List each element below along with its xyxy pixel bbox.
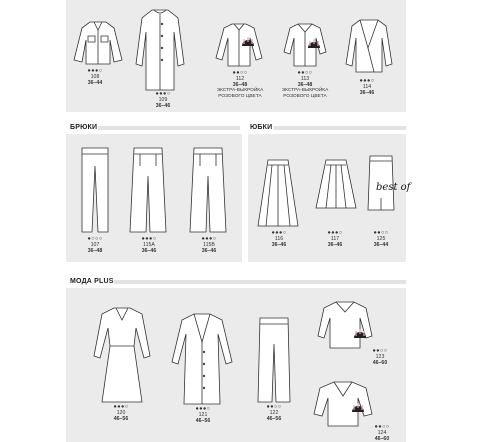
pattern-number: 122 (269, 410, 279, 416)
item-115a-label (134, 236, 164, 254)
skirt-117-drawing (314, 158, 358, 210)
size-range: 36–46 (155, 103, 171, 109)
skirt-116-drawing (256, 158, 300, 228)
pattern-number: 117 (330, 236, 340, 242)
blouse-112-drawing (214, 22, 264, 68)
difficulty-dots: ●●●○ (201, 236, 217, 242)
item-120-label (106, 404, 136, 422)
item-116-label (264, 230, 294, 248)
difficulty-dots: ●●●○ (359, 78, 375, 84)
blazer-114-drawing (344, 18, 394, 74)
pants-115a-drawing (128, 146, 168, 234)
best-of-badge: best of (376, 182, 411, 193)
difficulty-dots: ●○○○ (87, 236, 103, 242)
size-range: 36–44 (87, 80, 103, 86)
difficulty-dots: ●●●○ (141, 236, 157, 242)
size-range: 46–60 (372, 360, 388, 366)
size-range: 36–46 (359, 90, 375, 96)
extra-pattern-note: ЭКСТРА-ВЫКРОЙКА (281, 88, 329, 93)
item-108-label (80, 68, 110, 86)
dress-121-drawing (170, 312, 236, 406)
size-range: 46–56 (266, 416, 282, 422)
size-range: 36–48 (297, 82, 313, 88)
size-range: 46–56 (113, 416, 129, 422)
difficulty-dots: ●●○○ (232, 70, 248, 76)
item-122-label (259, 404, 289, 422)
difficulty-dots: ●●○○ (372, 348, 388, 354)
pattern-number: 121 (198, 412, 208, 418)
section-title-pants: БРЮКИ (70, 124, 98, 131)
pants-107-drawing (78, 146, 112, 234)
item-113-label (277, 70, 333, 100)
size-range: 36–46 (271, 242, 287, 248)
size-range: 36–44 (373, 242, 389, 248)
pattern-number: 116 (274, 236, 284, 242)
pattern-number: 113 (300, 76, 310, 82)
item-107-label (80, 236, 110, 254)
size-range: 46–56 (195, 418, 211, 424)
item-125-label (366, 230, 396, 248)
item-117-label (320, 230, 350, 248)
difficulty-dots: ●●○○ (374, 424, 390, 430)
size-range: 36–48 (232, 82, 248, 88)
item-112-label (212, 70, 268, 100)
dress-120-drawing (92, 306, 152, 404)
section-rule (98, 126, 240, 130)
extra-pattern-color: РОЗОВОГО ЦВЕТА (283, 94, 327, 99)
size-range: 36–46 (201, 248, 217, 254)
item-121-label (188, 406, 218, 424)
size-range: 46–60 (374, 436, 390, 442)
section-title-plus: МОДА PLUS (70, 278, 114, 285)
pattern-number: 115B (203, 242, 215, 248)
difficulty-dots: ●●●○ (113, 404, 129, 410)
item-109-label (148, 91, 178, 109)
section-rule (274, 126, 406, 130)
difficulty-dots: ●●●○ (195, 406, 211, 412)
extra-pattern-color: РОЗОВОГО ЦВЕТА (218, 94, 262, 99)
difficulty-dots: ●●○○ (297, 70, 313, 76)
item-123-label (366, 348, 394, 366)
difficulty-dots: ●●○○ (373, 230, 389, 236)
size-range: 36–46 (141, 248, 157, 254)
pattern-number: 115A (143, 242, 155, 248)
pattern-number: 114 (362, 84, 372, 90)
shirt-123-drawing (316, 300, 374, 350)
pattern-number: 120 (116, 410, 126, 416)
difficulty-dots: ●●○○ (266, 404, 282, 410)
blouse-113-drawing (280, 22, 330, 68)
jacket-108-drawing (72, 20, 124, 68)
size-range: 36–46 (327, 242, 343, 248)
section-title-skirts: ЮБКИ (250, 124, 273, 131)
pattern-number: 108 (90, 74, 100, 80)
pattern-number: 107 (90, 242, 100, 248)
difficulty-dots: ●●●○ (155, 91, 171, 97)
pattern-number: 124 (377, 430, 387, 436)
item-114-label (352, 78, 382, 96)
section-rule (114, 280, 406, 284)
pattern-number: 112 (235, 76, 245, 82)
size-range: 36–48 (87, 248, 103, 254)
extra-pattern-note: ЭКСТРА-ВЫКРОЙКА (216, 88, 264, 93)
top-124-drawing (312, 380, 374, 428)
pants-122-drawing (256, 316, 292, 404)
difficulty-dots: ●●●○ (271, 230, 287, 236)
difficulty-dots: ●●●○ (327, 230, 343, 236)
pants-115b-drawing (188, 146, 228, 234)
item-124-label (368, 424, 396, 442)
pattern-number: 125 (376, 236, 386, 242)
pattern-number: 123 (375, 354, 385, 360)
difficulty-dots: ●●●○ (87, 68, 103, 74)
coat-109-drawing (134, 8, 186, 92)
pattern-number: 109 (158, 97, 168, 103)
item-115b-label (194, 236, 224, 254)
